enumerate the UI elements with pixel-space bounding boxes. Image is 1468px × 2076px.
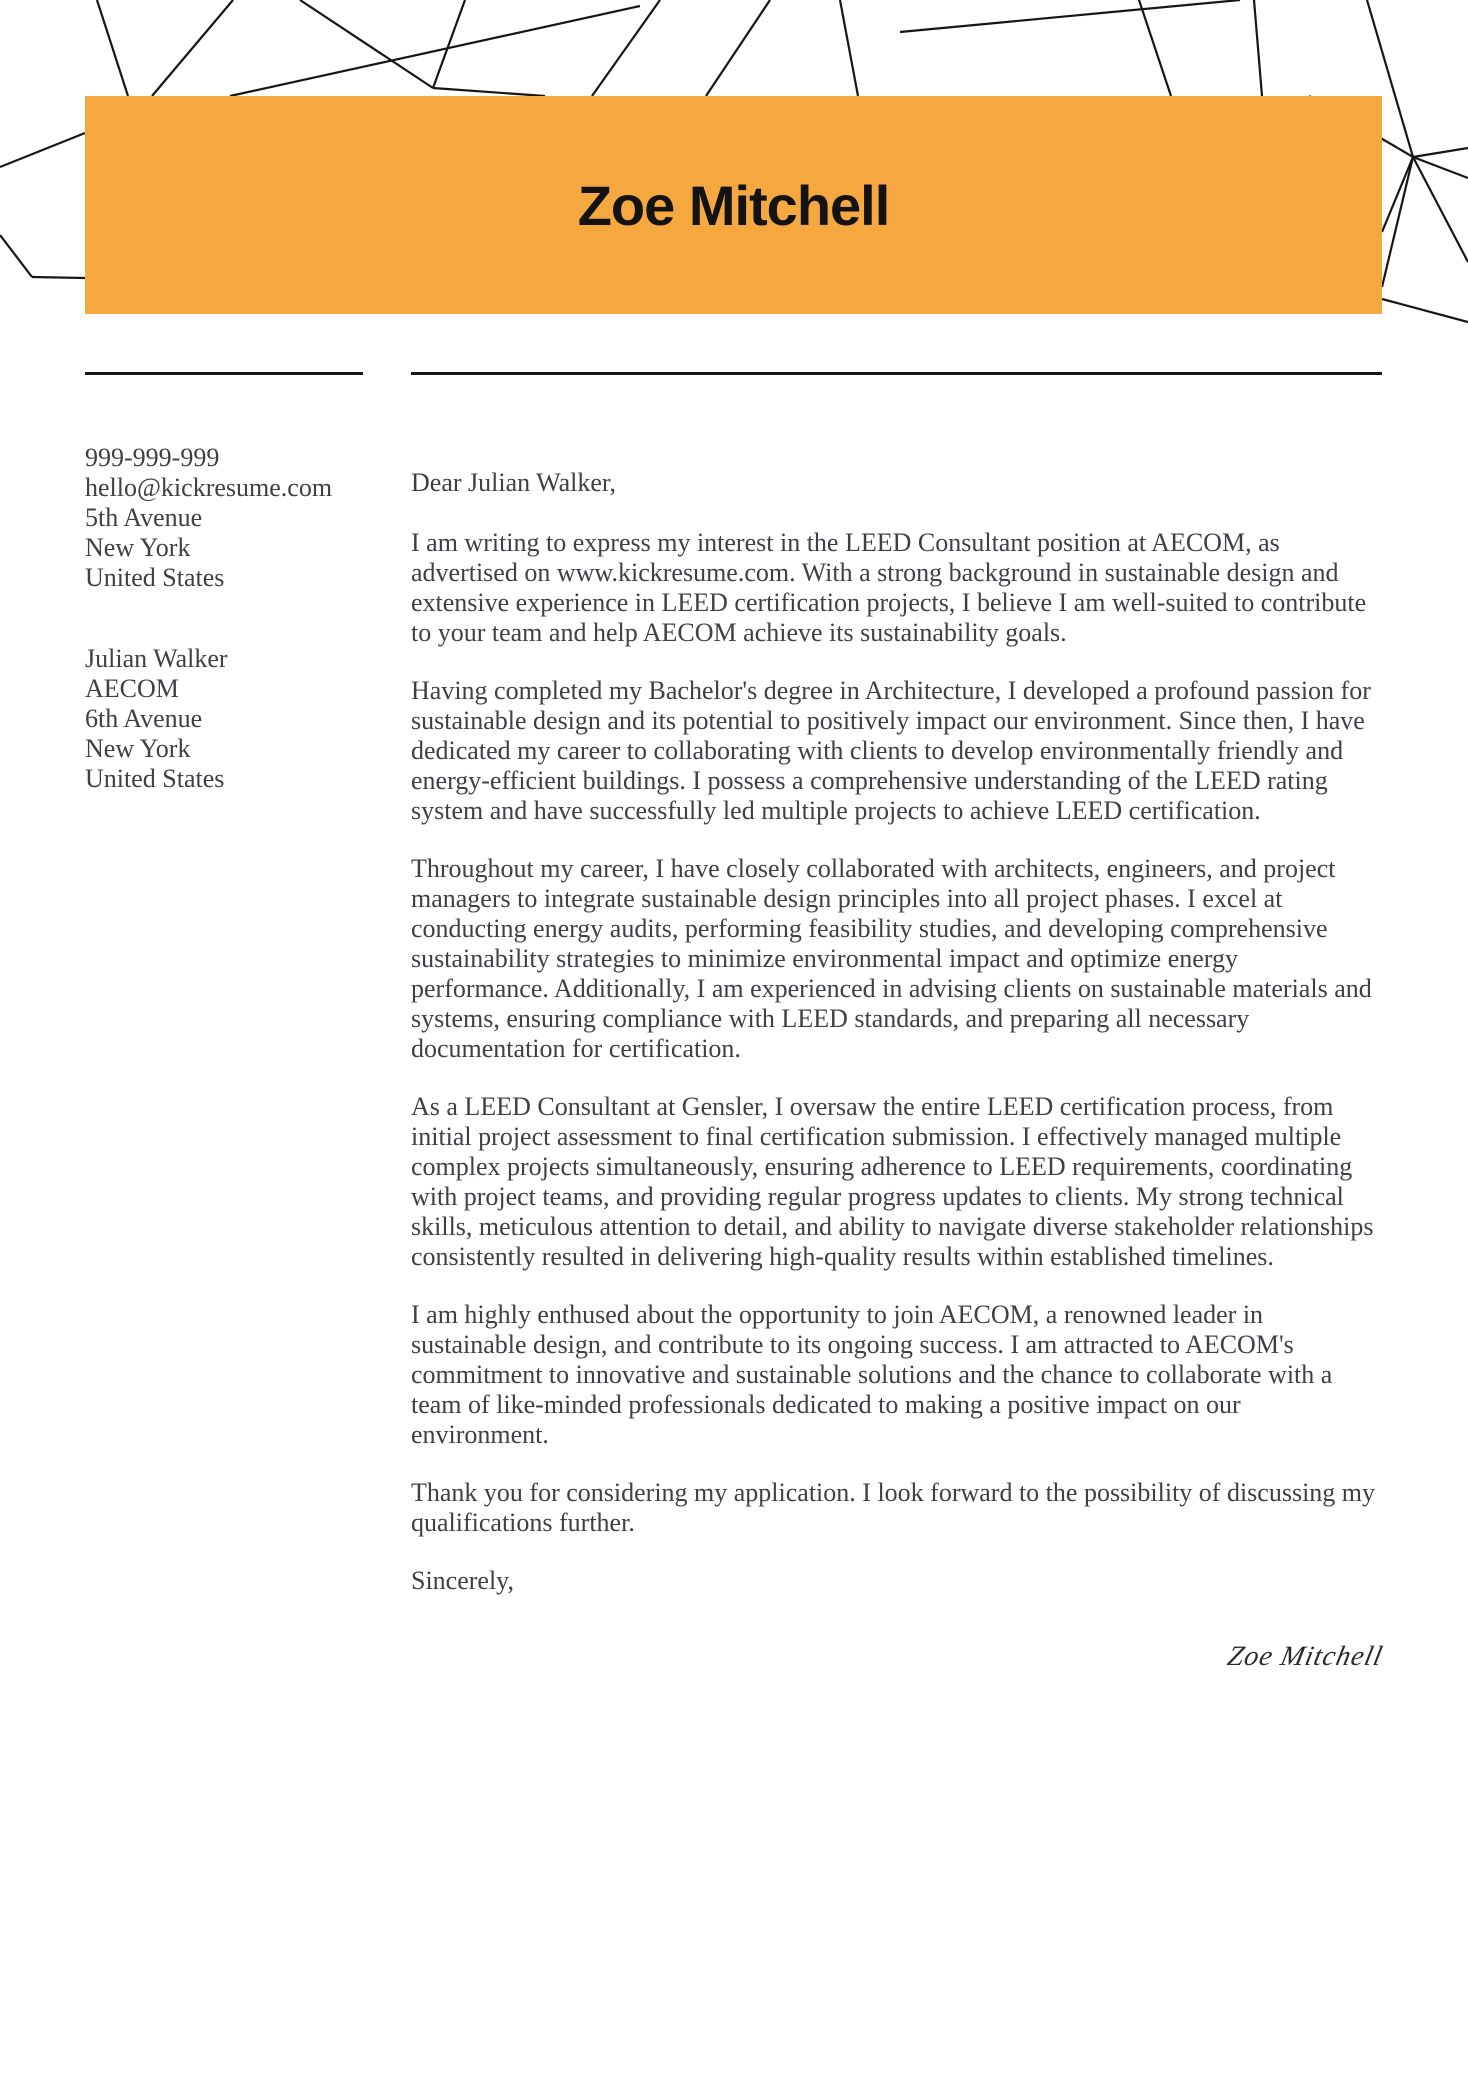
signature [411, 1641, 1386, 1672]
letter-paragraph: I am writing to express my interest in the LEED Consultant position at AECOM, as advertised on www.kickresume.com. With a strong background in sustainable design and extensive experience in LEED certification projects, I believe I am well-suited to contribute to your team and help AECOM achieve its sustainability goals. [411, 528, 1367, 647]
sender-address-line: 5th Avenue [85, 503, 203, 532]
recipient-block [85, 644, 228, 794]
applicant-name-title: Zoe Mitchell [577, 173, 890, 237]
recipient-address-line: United States [85, 764, 225, 793]
recipient-address-line: 6th Avenue [85, 704, 203, 733]
recipient-name: Julian Walker [85, 644, 228, 673]
sender-address-line: New York [85, 533, 191, 562]
signature-text: Zoe Mitchell [1224, 1641, 1386, 1672]
letter-paragraph: Throughout my career, I have closely collaborated with architects, engineers, and project managers to integrate sustainable design principles into all project phases. I excel at conducting energy audits, performing feasibility studies, and developing comprehensive sustainability strategies to minimize environmental impact and optimize energy performance. Additionally, I am experienced in advising clients on sustainable materials and systems, ensuring compliance with LEED standards, and preparing all necessary documentation for certification. [411, 854, 1372, 1063]
letter-body [411, 468, 1386, 1672]
letter-paragraph: I am highly enthused about the opportunity to join AECOM, a renowned leader in sustainable design, and contribute to its ongoing success. I am attracted to AECOM's commitment to innovative and sustainable solutions and the chance to collaborate with a team of like-minded professionals dedicated to making a positive impact on our environment. [411, 1300, 1333, 1449]
name-banner [85, 96, 1382, 314]
sender-email: hello@kickresume.com [85, 473, 333, 502]
recipient-company: AECOM [85, 674, 179, 703]
left-divider-rule [85, 372, 363, 375]
letter-paragraph: As a LEED Consultant at Gensler, I oversaw the entire LEED certification process, from initial project assessment to final certification submission. I effectively managed multiple complex projects simultaneously, ensuring adherence to LEED requirements, coordinating with project teams, and providing regular progress updates to clients. My strong technical skills, meticulous attention to detail, and ability to navigate diverse stakeholder relationships consistently resulted in delivering high-quality results within established timelines. [411, 1092, 1374, 1271]
letter-paragraph: Having completed my Bachelor's degree in Architecture, I developed a profound passion for sustainable design and its potential to positively impact our environment. Since then, I have dedicated my career to collaborating with clients to develop environmentally friendly and energy-efficient buildings. I possess a comprehensive understanding of the LEED rating system and have successfully led multiple projects to achieve LEED certification. [411, 676, 1371, 825]
salutation: Dear Julian Walker, [411, 468, 617, 497]
sender-phone: 999-999-999 [85, 443, 220, 472]
recipient-address-line: New York [85, 734, 191, 763]
sender-contact-block [85, 443, 332, 593]
right-divider-rule [411, 372, 1382, 375]
closing: Sincerely, [411, 1566, 514, 1595]
letter-paragraph: Thank you for considering my application. I look forward to the possibility of discussing my qualifications further. [411, 1478, 1376, 1537]
sender-address-line: United States [85, 563, 225, 592]
